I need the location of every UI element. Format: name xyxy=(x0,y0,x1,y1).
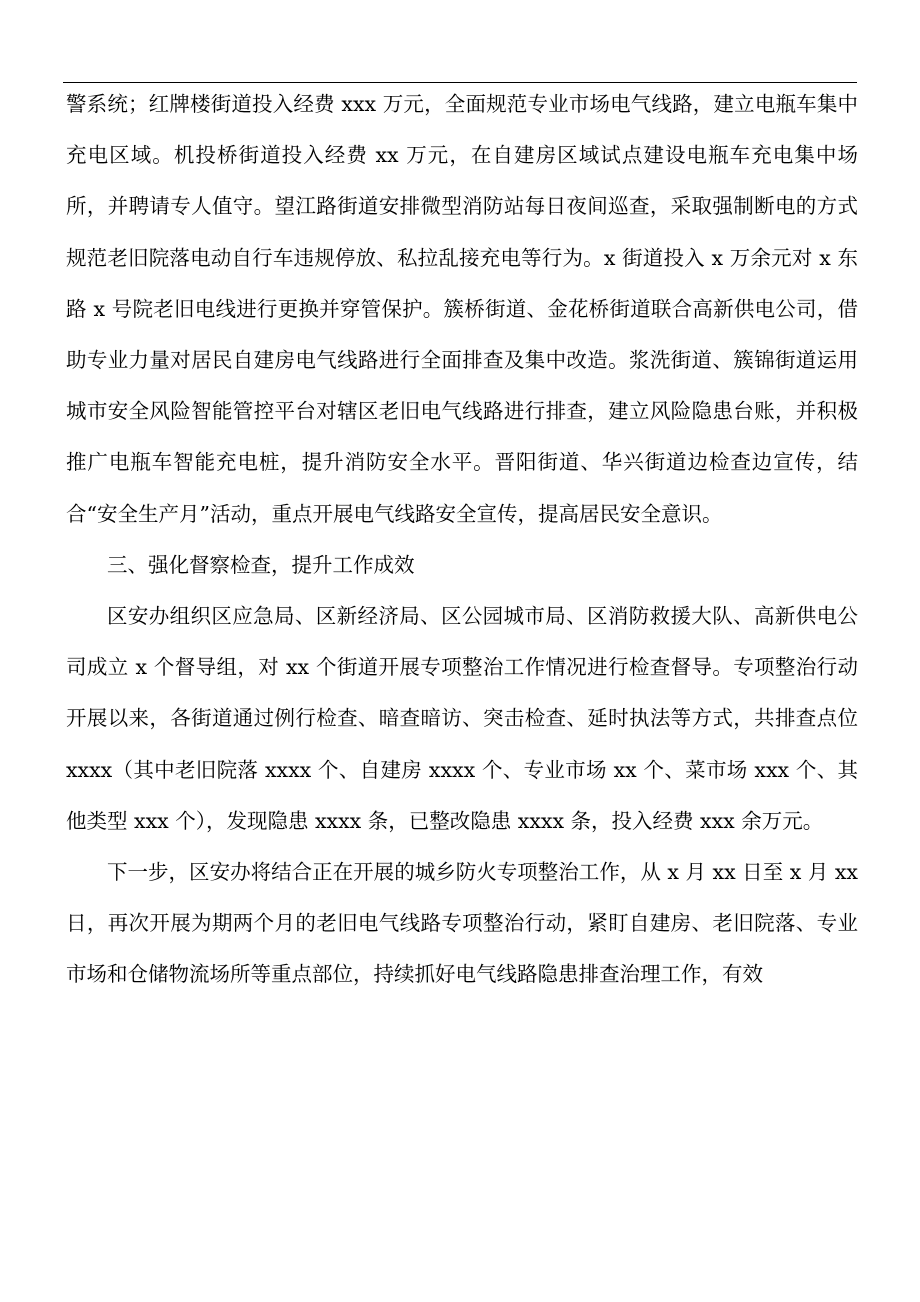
paragraph-continuation: 警系统；红牌楼街道投入经费 xxx 万元，全面规范专业市场电气线路，建立电瓶车集中充电区域。机投桥街道投入经费 xx 万元，在自建房区域试点建设电瓶车充电集中场所，并聘请专人值守。望江路街道安排微型消防站每日夜间巡查，采取强制断电的方式规范老旧院落电动自行车违规停放、私拉乱接充电等行为。x 街道投入 x 万余元对 x 东路 x 号院老旧电线进行更换并穿管保护。簇桥街道、金花桥街道联合高新供电公司，借助专业力量对居民自建房电气线路进行全面排查及集中改造。浆洗街道、簇锦街道运用城市安全风险智能管控平台对辖区老旧电气线路进行排查，建立风险隐患台账，并积极推广电瓶车智能充电桩，提升消防安全水平。晋阳街道、华兴街道边检查边宣传，结合“安全生产月”活动，重点开展电气线路安全宣传，提高居民安全意识。 xyxy=(66,92,858,526)
document-body xyxy=(66,79,858,1001)
paragraph-next-steps: 下一步，区安办将结合正在开展的城乡防火专项整治工作，从 x 月 xx 日至 x 月 xx 日，再次开展为期两个月的老旧电气线路专项整治行动，紧盯自建房、老旧院落、专业市场和仓储物流场所等重点部位，持续抓好电气线路隐患排查治理工作，有效 xyxy=(66,860,858,987)
paragraph-inspection: 区安办组织区应急局、区新经济局、区公园城市局、区消防救援大队、高新供电公司成立 x 个督导组，对 xx 个街道开展专项整治工作情况进行检查督导。专项整治行动开展以来，各街道通过例行检查、暗查暗访、突击检查、延时执法等方式，共排查点位 xxxx（其中老旧院落 xxxx 个、自建房 xxxx 个、专业市场 xx 个、菜市场 xxx 个、其他类型 xxx 个），发现隐患 xxxx 条，已整改隐患 xxxx 条，投入经费 xxx 余万元。 xyxy=(66,604,858,833)
section-heading: 三、强化督察检查，提升工作成效 xyxy=(107,552,415,577)
